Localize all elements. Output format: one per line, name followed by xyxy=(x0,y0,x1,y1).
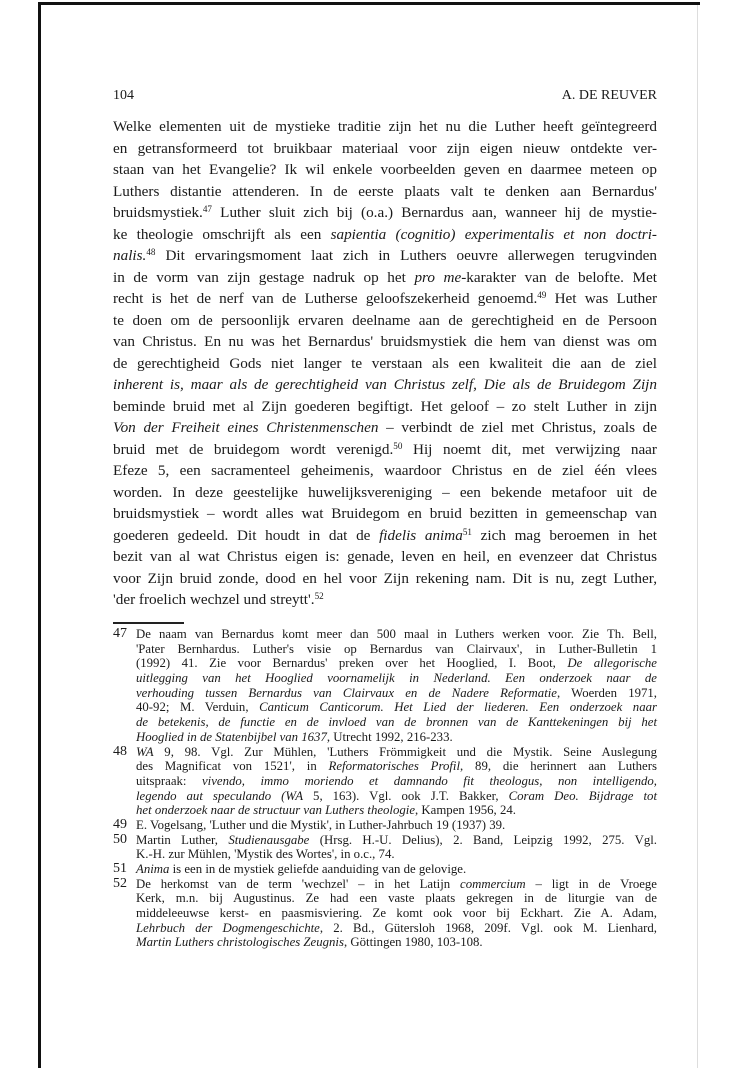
italic-text: De allegorische xyxy=(567,656,657,671)
footnote-text xyxy=(136,877,657,950)
text-run: , Woerden 1971, xyxy=(556,685,657,700)
text-line xyxy=(113,503,657,525)
italic-text: vivendo, immo moriendo et damnando fit theologus, non intelligendo, xyxy=(201,773,657,788)
text-run: bruidsmystiek – wordt alles wat Bruidegom en bruid bezitten in gemeenschap van xyxy=(113,505,657,522)
text-line xyxy=(113,417,657,439)
footnote-49 xyxy=(113,818,657,833)
text-run: en getransformeerd tot bruikbaar materiaal voor zijn eigen nieuw ontdekte ver- xyxy=(113,139,657,157)
italic-text: Reformatorisches Profil xyxy=(328,759,461,774)
footnote-text xyxy=(136,862,657,877)
footnote-51 xyxy=(113,862,657,877)
text-line xyxy=(136,627,657,642)
text-run: te doen om de persoonlijk ervaren deelname aan de gerechtigheid en de Persoon xyxy=(113,311,657,329)
scan-border-top xyxy=(38,2,700,5)
text-line xyxy=(113,245,657,267)
text-line xyxy=(136,847,657,862)
text-line xyxy=(113,568,657,590)
text-run: , Kampen 1956, 24. xyxy=(415,803,516,818)
text-line xyxy=(136,686,657,701)
text-line xyxy=(113,331,657,353)
text-line xyxy=(136,833,657,848)
footnote-ref: 52 xyxy=(314,590,324,601)
italic-text: Studienausgabe xyxy=(228,832,310,847)
italic-text: WA xyxy=(136,744,154,759)
text-run: bezit van al wat Christus eigen is: genade, leven en heil, en evenzeer dat Christus xyxy=(113,548,657,565)
text-run: E. Vogelsang, 'Luther und die Mystik', in Luther-Jahrbuch 19 (1937) 39. xyxy=(136,817,506,832)
text-line xyxy=(136,656,657,671)
text-line xyxy=(113,224,657,246)
running-head: A. DE REUVER xyxy=(561,88,657,103)
text-line xyxy=(136,862,657,877)
text-line xyxy=(113,202,657,224)
text-line xyxy=(136,877,657,892)
footnote-number: 50 xyxy=(113,831,127,847)
scan-border-left xyxy=(38,2,41,1068)
text-run: Dit ervaringsmoment laat zich in Luthers oeuvre allerwegen terugvinden xyxy=(155,247,657,264)
body-text xyxy=(113,116,657,611)
text-run: (Hrsg. H.-U. Delius), 2. Band, Leipzig 1992, 275. Vgl. xyxy=(309,832,657,847)
footnote-50 xyxy=(113,833,657,862)
footnote-ref: 50 xyxy=(393,440,403,451)
text-line xyxy=(113,138,657,160)
text-line xyxy=(113,288,657,310)
text-run: De herkomst van de term 'wechzel' – in het Latijn xyxy=(136,876,461,891)
text-line xyxy=(136,803,657,818)
text-line xyxy=(113,546,657,568)
text-run: , Utrecht 1992, 216-233. xyxy=(326,729,453,744)
text-run: 40-92; M. Verduin, xyxy=(136,700,260,715)
text-line xyxy=(113,310,657,332)
text-line xyxy=(113,353,657,375)
text-run: K.-H. zur Mühlen, 'Mystik des Wortes', in o.c., 74. xyxy=(136,847,395,862)
footnote-rule xyxy=(113,622,184,624)
text-line xyxy=(113,267,657,289)
italic-text: verhouding tussen Bernardus van Clairvaux en de Nadere Reformatie xyxy=(136,685,557,700)
text-line xyxy=(136,759,657,774)
italic-text: legendo aut speculando (WA xyxy=(136,788,304,803)
text-run: van Christus. En nu was het Bernardus' bruidsmystiek die hem van dienst was om xyxy=(113,333,657,350)
text-line xyxy=(113,181,657,203)
text-run: bruid met de bruidegom wordt verenigd. xyxy=(113,440,394,458)
text-line xyxy=(113,396,657,418)
text-line xyxy=(113,439,657,461)
text-line xyxy=(136,921,657,936)
footnote-52 xyxy=(113,877,657,950)
text-run: Luther sluit zich bij (o.a.) Bernardus aan, wanneer hij de mystie- xyxy=(211,204,657,221)
footnote-ref: 48 xyxy=(146,246,156,257)
text-run: middeleeuwse kerst- en paasmisviering. Ze komt ook voor bij Eckhart. Zie A. Adam, xyxy=(136,906,657,921)
footnote-ref: 47 xyxy=(202,203,212,214)
italic-text: fidelis anima xyxy=(379,526,463,544)
text-line xyxy=(136,700,657,715)
text-run: de gerechtigheid Gods niet langer te verstaan als een kwaliteit die aan de ziel xyxy=(113,354,657,372)
footnote-text xyxy=(136,833,657,862)
text-run: Kerk, m.n. bij Augustinus. Ze had een vaste plaats gekregen in de liturgie van de xyxy=(136,891,657,906)
footnote-ref: 49 xyxy=(537,289,547,300)
text-line xyxy=(113,482,657,504)
text-line xyxy=(113,116,657,138)
italic-text: het onderzoek naar de structuur van Luthers theologie xyxy=(136,803,416,818)
text-run: (1992) 41. Zie voor Bernardus' preken over het Hooglied, I. Boot, xyxy=(136,656,568,671)
text-line xyxy=(136,730,657,745)
text-line xyxy=(136,715,657,730)
text-line xyxy=(136,935,657,950)
text-run: Efeze 5, een sacramenteel geheimenis, waardoor Christus en de ziel één vlees xyxy=(113,462,657,479)
footnotes xyxy=(113,627,657,950)
text-run: goederen gedeeld. Dit houdt in dat de xyxy=(113,526,380,544)
scan-border-right xyxy=(697,5,698,1068)
text-run: voor Zijn bruid zonde, dood en hel voor Zijn rekening nam. Dit is nu, zegt Luther, xyxy=(113,569,657,587)
italic-text: Martin Luthers christologisches Zeugnis xyxy=(136,935,344,950)
text-run: uitspraak: xyxy=(136,773,202,788)
footnote-number: 51 xyxy=(113,861,127,877)
italic-text: Lehrbuch der Dogmengeschichte xyxy=(136,920,320,935)
text-run: is een in de mystiek geliefde aanduiding van de gelovige. xyxy=(169,862,467,877)
text-run: worden. In deze geestelijke huwelijksvereniging – een bekende metafoor uit de xyxy=(113,483,657,501)
italic-text: Hooglied in de Statenbijbel van 1637 xyxy=(136,729,327,744)
footnote-number: 48 xyxy=(113,743,127,759)
text-run: in de vorm van zijn gestage nadruk op het xyxy=(113,268,415,286)
text-line xyxy=(136,745,657,760)
italic-text: sapientia (cognitio) experimentalis et non doctri- xyxy=(330,225,657,243)
footnote-number: 52 xyxy=(113,875,127,891)
text-run: Welke elementen uit de mystieke traditie zijn het nu die Luther heeft geïntegreerd xyxy=(113,118,657,135)
text-run: – ligt in de Vroege xyxy=(525,876,657,891)
text-run: bruidsmystiek. xyxy=(113,204,203,221)
text-line xyxy=(136,789,657,804)
italic-text: Canticum Canticorum. Het Lied der liederen. Een onderzoek naar xyxy=(259,700,657,715)
italic-text: pro me xyxy=(414,268,462,286)
footnote-48 xyxy=(113,745,657,818)
page-header xyxy=(113,88,657,104)
italic-text: commercium xyxy=(460,876,526,891)
text-line xyxy=(113,374,657,396)
text-run: Het was Luther xyxy=(546,290,657,307)
text-run: De naam van Bernardus komt meer dan 500 maal in Luthers werken voor. Zie Th. Bell, xyxy=(136,627,657,641)
italic-text: Coram Deo. Bijdrage tot xyxy=(508,788,658,803)
italic-text: de betekenis, de functie en de invloed van de bronnen van de Kanttekeningen bij het xyxy=(136,715,657,730)
text-line xyxy=(136,642,657,657)
footnote-text xyxy=(136,818,657,833)
text-run: 9, 98. Vgl. Zur Mühlen, 'Luthers Frömmigkeit und die Mystik. Seine Auslegung xyxy=(153,744,657,759)
text-run: ke theologie omschrijft als een xyxy=(113,225,331,243)
text-run: , 89, die herinnert aan Luthers xyxy=(460,759,657,774)
footnote-number: 47 xyxy=(113,626,127,641)
footnote-number: 49 xyxy=(113,816,127,832)
text-line xyxy=(113,525,657,547)
text-run: 'Pater Bernhardus. Luther's visie op Bernardus van Clairvaux', in Luther-Bulletin 1 xyxy=(136,641,657,656)
italic-text: inherent is, maar als de gerechtigheid van Christus zelf, Die als de Bruidegom Zijn xyxy=(113,376,657,393)
italic-text: nalis. xyxy=(113,247,147,264)
text-line xyxy=(113,589,657,611)
text-run: – verbindt de ziel met Christus, zoals de xyxy=(378,419,657,436)
text-line xyxy=(113,159,657,181)
italic-text: uitlegging van het Hooglied voornamelijk in Nederland. Een onderzoek naar de xyxy=(136,671,657,686)
text-line xyxy=(113,460,657,482)
text-run: staan van het Evangelie? Ik wil enkele voorbeelden geven en daarmee meteen op xyxy=(113,161,657,178)
text-line xyxy=(136,891,657,906)
text-run: des Magnificat von 1521', in xyxy=(136,759,329,774)
footnote-47 xyxy=(113,627,657,745)
text-line xyxy=(136,671,657,686)
text-run: Hij noemt dit, met verwijzing naar xyxy=(402,440,657,458)
italic-text: Von der Freiheit eines Christenmenschen xyxy=(113,419,379,436)
text-run: zich mag beroemen in het xyxy=(471,526,657,544)
text-run: -karakter van de belofte. Met xyxy=(461,268,657,286)
text-run: Martin Luther, xyxy=(136,832,229,847)
italic-text: Anima xyxy=(136,862,170,877)
text-run: , 2. Bd., Gütersloh 1968, 209f. Vgl. ook M. Lienhard, xyxy=(319,920,658,935)
text-run: recht is het de nerf van de Lutherse geloofszekerheid genoemd. xyxy=(113,290,538,307)
text-run: Luthers distantie attenderen. In de eerste plaats valt te denken aan Bernardus' xyxy=(113,182,657,200)
footnote-text xyxy=(136,627,657,745)
text-line xyxy=(136,774,657,789)
text-run: 'der froelich wechzel und streytt'. xyxy=(113,591,315,608)
text-run: , Göttingen 1980, 103-108. xyxy=(343,935,483,950)
text-run: beminde bruid met al Zijn goederen begiftigt. Het geloof – zo stelt Luther in zijn xyxy=(113,397,657,415)
text-line xyxy=(136,906,657,921)
footnote-text xyxy=(136,745,657,818)
page-number: 104 xyxy=(113,88,134,103)
text-line xyxy=(136,818,657,833)
footnote-ref: 51 xyxy=(462,526,472,537)
text-run: 5, 163). Vgl. ook J.T. Bakker, xyxy=(303,788,509,803)
